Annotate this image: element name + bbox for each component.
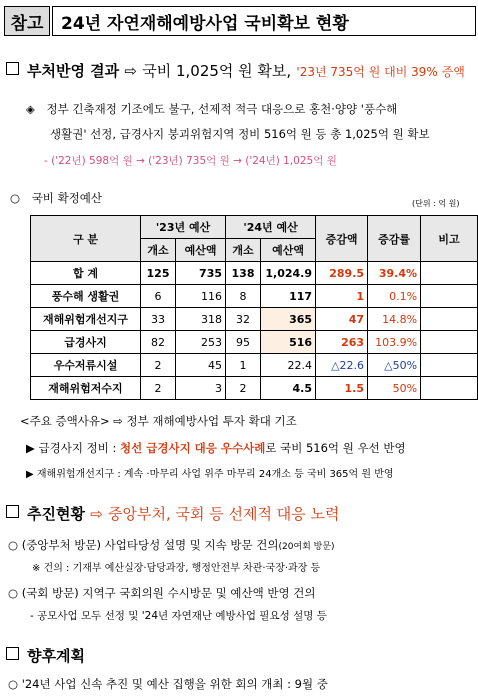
- header-note: 비고: [421, 216, 478, 262]
- progress-item-1-sub: ※ 건의 : 기재부 예산실장·담당과장, 행정안전부 차관·국장·과장 등: [32, 563, 321, 574]
- header-cnt-23: 개소: [141, 239, 176, 262]
- table-row: [31, 354, 478, 377]
- cell: 2: [141, 377, 176, 400]
- reason-label: 급경사지 정비 :: [38, 441, 117, 455]
- circle-bullet-icon: ○: [10, 191, 21, 205]
- arrow-icon: ⇨: [124, 62, 137, 80]
- section-progress: [6, 503, 340, 524]
- reasons-text: 정부 재해예방사업 투자 확대 기조: [126, 414, 297, 428]
- cell: 3: [176, 377, 226, 400]
- header-23: '23년 예산: [141, 216, 226, 239]
- cell: 82: [141, 331, 176, 354]
- cell: 4.5: [261, 377, 316, 400]
- cell: 138: [226, 262, 261, 285]
- row-name: 합 계: [31, 262, 141, 285]
- cell-diff: 47: [316, 308, 368, 331]
- progress-item-1-note: (20여회 방문): [278, 542, 335, 552]
- header-cnt-24: 개소: [226, 239, 261, 262]
- row-name: 풍수해 생활권: [31, 285, 141, 308]
- progress-text: 중앙부처, 국회 등 선제적 대응 노력: [108, 505, 340, 523]
- cell: 116: [176, 285, 226, 308]
- section-plan: [6, 645, 85, 666]
- diamond-bullet-icon: ◈: [26, 102, 35, 116]
- reasons-heading: <주요 증액사유>: [20, 414, 110, 428]
- reason-text: 재해위험개선지구 : 계속 ·마무리 사업 위주 마무리 24개소 등 국비 365억 원 반영: [36, 469, 394, 480]
- header-rate: 증감률: [368, 216, 421, 262]
- bullet-diamond-line1: [26, 101, 397, 117]
- compare-text: '23년 735억 원 대비 39% 증액: [296, 65, 465, 79]
- reasons-line: [20, 413, 297, 429]
- header-24: '24년 예산: [226, 216, 316, 239]
- cell: 8: [226, 285, 261, 308]
- cell: 33: [141, 308, 176, 331]
- result-text: 국비 1,025억 원 확보,: [142, 62, 292, 80]
- budget-heading: [10, 190, 102, 206]
- cell-note: [421, 262, 478, 285]
- circle-bullet-icon: ○: [8, 586, 19, 600]
- cell-note: [421, 308, 478, 331]
- trend-text: - ('22년) 598억 원 → ('23년) 735억 원 → ('24년) 1,025억 원: [44, 155, 337, 167]
- cell: 253: [176, 331, 226, 354]
- cell-rate: 103.9%: [368, 331, 421, 354]
- page-title: 24년 자연재해예방사업 국비확보 현황: [52, 6, 476, 36]
- budget-table: [30, 215, 478, 400]
- table-row: [31, 377, 478, 400]
- cell: 2: [226, 377, 261, 400]
- cell-rate: 39.4%: [368, 262, 421, 285]
- cell: 1: [226, 354, 261, 377]
- progress-item-2-sub: - 공모사업 모두 선정 및 '24년 자연재난 예방사업 필요성 설명 등: [30, 610, 327, 622]
- table-row: [31, 308, 478, 331]
- cell-note: [421, 377, 478, 400]
- cell: 32: [226, 308, 261, 331]
- plan-item-1: [8, 676, 328, 692]
- circle-bullet-icon: ○: [8, 538, 19, 552]
- square-bullet-icon: [6, 647, 19, 660]
- cell: 117: [261, 285, 316, 308]
- unit-label: (단위 : 억 원): [412, 199, 460, 208]
- cell-diff: △22.6: [316, 354, 368, 377]
- cell-diff: 1: [316, 285, 368, 308]
- plan-item-1-text: '24년 사업 신속 추진 및 예산 집행을 위한 회의 개최 : 9월 중: [21, 677, 328, 691]
- title-tag: 참고: [4, 6, 50, 36]
- cell-rate: 50%: [368, 377, 421, 400]
- cell-diff: 1.5: [316, 377, 368, 400]
- cell-note: [421, 285, 478, 308]
- bullet-text-line1: 정부 긴축재정 기조에도 불구, 선제적 적극 대응으로 홍천·양양 '풍수해: [46, 102, 398, 116]
- header-amt-23: 예산액: [176, 239, 226, 262]
- reason-bullet-2: [26, 465, 394, 480]
- cell-note: [421, 354, 478, 377]
- section-plan-heading: 향후계획: [27, 647, 85, 665]
- arrow-icon: ⇨: [90, 505, 103, 523]
- cell: 318: [176, 308, 226, 331]
- cell-diff: 289.5: [316, 262, 368, 285]
- reason-rest: 로 국비 516억 원 우선 반영: [265, 441, 406, 455]
- budget-heading-text: 국비 확정예산: [31, 191, 103, 205]
- section-progress-heading: 추진현황: [27, 505, 85, 523]
- cell-highlight: 365: [261, 308, 316, 331]
- table-row: [31, 262, 478, 285]
- cell-note: [421, 331, 478, 354]
- progress-item-2-text: (국회 방문) 지역구 국회의원 수시방문 및 예산액 반영 건의: [21, 586, 316, 600]
- bullet-text-line2: 생활권' 선정, 급경사지 붕괴위험지역 정비 516억 원 등 총 1,025억 원 확보: [50, 127, 430, 141]
- cell: 95: [226, 331, 261, 354]
- square-bullet-icon: [6, 62, 19, 75]
- triangle-bullet-icon: ▶: [26, 469, 34, 480]
- progress-item-1: [8, 537, 335, 553]
- cell: 45: [176, 354, 226, 377]
- arrow-icon: ⇨: [113, 414, 123, 428]
- cell: 1,024.9: [261, 262, 316, 285]
- square-bullet-icon: [6, 505, 19, 518]
- header-amt-24: 예산액: [261, 239, 316, 262]
- cell: 735: [176, 262, 226, 285]
- table-row: [31, 285, 478, 308]
- reason-bullet-1: [26, 440, 406, 456]
- section-result: [6, 60, 465, 81]
- cell: 6: [141, 285, 176, 308]
- row-name: 재해위험개선지구: [31, 308, 141, 331]
- row-name: 급경사지: [31, 331, 141, 354]
- cell-diff: 263: [316, 331, 368, 354]
- reason-highlight: 청선 급경사지 대응 우수사례: [120, 441, 266, 455]
- cell: 2: [141, 354, 176, 377]
- cell-rate: △50%: [368, 354, 421, 377]
- header-diff: 증감액: [316, 216, 368, 262]
- cell: 125: [141, 262, 176, 285]
- table-row: [31, 331, 478, 354]
- cell-rate: 14.8%: [368, 308, 421, 331]
- cell-rate: 0.1%: [368, 285, 421, 308]
- progress-item-2: [8, 585, 315, 601]
- header-gubun: 구 분: [31, 216, 141, 262]
- row-name: 재해위험저수지: [31, 377, 141, 400]
- cell: 22.4: [261, 354, 316, 377]
- progress-item-1-text: (중앙부처 방문) 사업타당성 설명 및 지속 방문 건의: [21, 538, 279, 552]
- section-result-heading: 부처반영 결과: [27, 62, 120, 80]
- triangle-bullet-icon: ▶: [26, 441, 35, 455]
- cell-highlight: 516: [261, 331, 316, 354]
- circle-bullet-icon: ○: [8, 677, 19, 691]
- row-name: 우수저류시설: [31, 354, 141, 377]
